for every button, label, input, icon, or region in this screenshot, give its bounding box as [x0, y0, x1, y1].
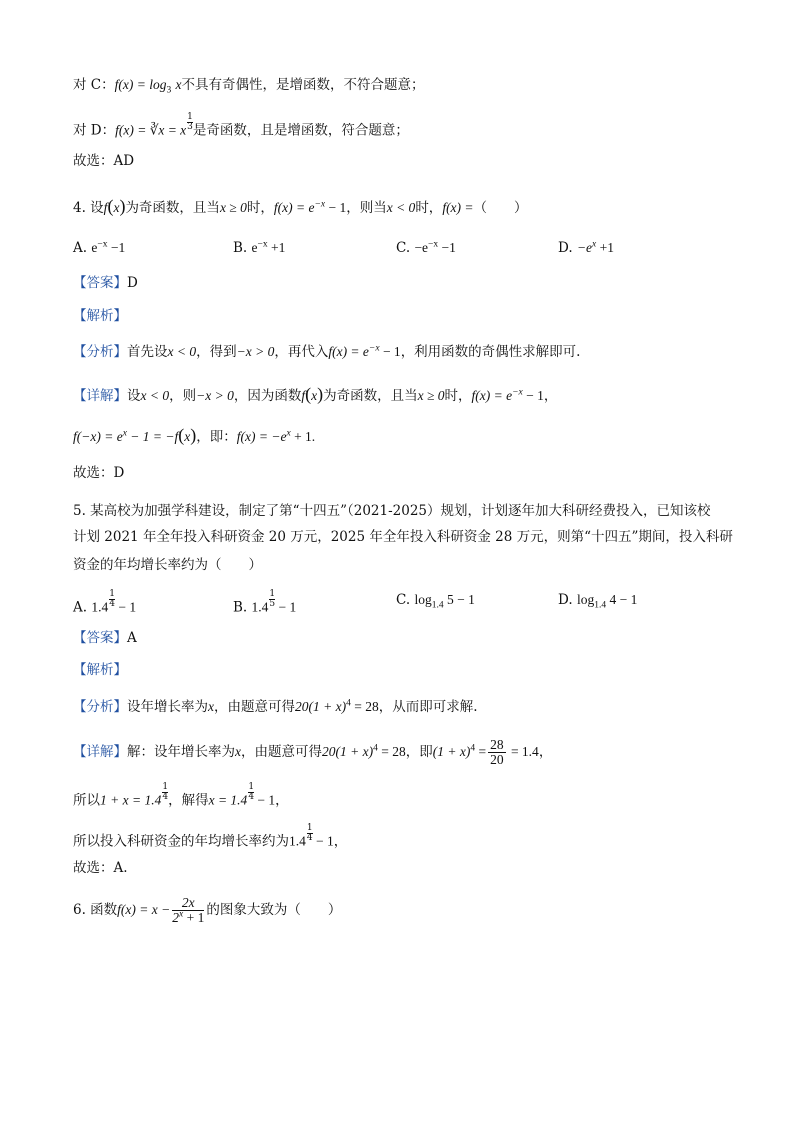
answer-tag: 【答案】 — [73, 630, 127, 646]
stem-text-d: 时， — [415, 200, 443, 216]
math: f(−x) = e — [73, 429, 123, 444]
stem-text-b: 时， — [246, 200, 274, 216]
jiexi-tag: 【解析】 — [73, 662, 127, 678]
q4-option-b[interactable] — [233, 238, 285, 258]
math-x: x — [208, 699, 214, 714]
q5-stem-2: 计划 2021 年全年投入科研资金 20 万元，2025 年全年投入科研资金 28 万元，则第“十四五”期间，投入科研 — [73, 529, 733, 545]
q5-so1 — [73, 783, 289, 811]
exp-den: 5 — [269, 599, 276, 609]
math-x: x — [235, 744, 241, 759]
fenxi-text: ，由题意可得 — [214, 699, 295, 715]
q5-choose: 故选：A. — [73, 860, 128, 876]
math: f(x) = e — [471, 388, 513, 403]
q4-fenxi — [73, 342, 580, 362]
math-exp: 4 — [373, 743, 378, 754]
answer-value: A — [127, 630, 137, 646]
detail-text: 设 — [127, 388, 141, 404]
math: f(x) = −e — [236, 429, 287, 444]
math-eq: = — [475, 744, 487, 759]
option-exp: −x — [257, 239, 268, 250]
math-res: = 1.4 — [507, 744, 539, 759]
math-x: x — [184, 429, 191, 444]
detail-text: ，即： — [196, 429, 237, 445]
q4-choose: 故选：D — [73, 465, 125, 481]
math-cuberoot: f(x) = ∛x = x — [115, 122, 187, 138]
exp-num: 1 — [306, 823, 313, 833]
detail-text: 为奇函数，且当 — [323, 388, 418, 404]
math: f(x) = e — [328, 344, 369, 359]
option-exp: −x — [97, 239, 108, 250]
fraction — [172, 896, 204, 925]
option-label: A. — [73, 599, 88, 616]
math: x = 1.4 — [208, 792, 248, 808]
exp-den: 3 — [187, 122, 193, 132]
option-label: B. — [233, 599, 248, 616]
option-sub: 1.4 — [594, 600, 607, 611]
option-base: 1.4 — [251, 599, 269, 615]
option-label: D. — [558, 592, 573, 608]
q4-answer — [73, 273, 138, 293]
detail-text: ，由题意可得 — [241, 744, 322, 760]
exp-num: 1 — [162, 782, 169, 792]
option-base: −e — [576, 240, 593, 255]
detail-text: ，因为函数 — [233, 388, 302, 404]
q4-detail: 【详解】设x < 0，则−x > 0，因为函数f(x)为奇函数，且当x ≥ 0时，$f(x) = e^{-x} - 1$， — [73, 384, 558, 404]
q5-jiexi — [73, 660, 127, 680]
detail-text: 时， — [444, 388, 472, 404]
math: 1 + x = 1.4 — [100, 792, 162, 808]
math-tail: − 1 — [325, 200, 347, 215]
q4-number: 4. 设 — [73, 200, 104, 216]
fenxi-text: 设年增长率为 — [127, 699, 208, 715]
math: f(x) = x − — [117, 902, 171, 917]
math-fx: f(x) = e — [273, 200, 315, 215]
q4-option-a[interactable] — [73, 238, 125, 258]
math-exp: 4 — [470, 743, 476, 754]
math-x: x — [113, 200, 120, 215]
math-tail: + 1. — [290, 429, 316, 444]
q4-option-c[interactable] — [396, 238, 456, 258]
text: 所以投入科研资金的年均增长率约为 — [73, 833, 289, 850]
q4-jiexi — [73, 306, 127, 326]
q5-fenxi — [73, 697, 478, 717]
choose-ad: 故选：AD — [73, 153, 135, 169]
math-f: f — [103, 200, 108, 215]
math-f: f — [301, 388, 306, 403]
math: 20(1 + x) — [295, 699, 347, 714]
math-exp: x — [122, 428, 127, 439]
q5-options — [73, 590, 723, 618]
math-cond2: x < 0 — [386, 200, 416, 215]
math-tail: − 1 — [379, 344, 401, 359]
math-exp: −x — [512, 387, 523, 398]
q4-options — [73, 238, 723, 260]
option-label: C. — [396, 240, 411, 256]
option-label: D. — [558, 240, 573, 256]
text: ， — [333, 833, 348, 850]
label-d: 对 D： — [73, 122, 116, 139]
jiexi-tag: 【解析】 — [73, 308, 127, 324]
log-base: 3 — [166, 85, 172, 96]
option-tail: +1 — [596, 240, 615, 255]
exp-num: 1 — [109, 589, 115, 599]
fenxi-text: ，得到 — [196, 344, 237, 360]
math: (1 + x) — [432, 744, 471, 759]
option-base: e — [251, 240, 258, 255]
q4-option-d[interactable] — [558, 238, 614, 258]
q4-stem: 4. 设f(x)为奇函数，且当x ≥ 0时，$f(x) = e^{-x} - 1$，则当x < 0时，f(x) =（ ） — [73, 196, 528, 216]
math: 20(1 + x) — [322, 744, 374, 759]
math-exp: −x — [314, 199, 326, 210]
option-base: −e — [414, 240, 429, 255]
conclusion-text: 是奇函数，且是增函数，符合题意； — [192, 122, 409, 139]
den-base: 2 — [172, 910, 179, 925]
q5-option-b[interactable] — [233, 590, 296, 618]
fenxi-text: ，从而即可求解. — [378, 699, 478, 715]
fenxi-tag: 【分析】 — [73, 699, 127, 715]
option-fn: log — [576, 592, 595, 607]
detail-tag: 【详解】 — [73, 388, 127, 404]
math-tail: − 1 — [312, 833, 334, 849]
fraction — [488, 738, 506, 767]
answer-tag: 【答案】 — [73, 275, 127, 291]
option-tail: +1 — [267, 240, 286, 255]
text: ， — [275, 792, 289, 809]
math: −x > 0 — [196, 388, 234, 403]
q5-option-d[interactable] — [558, 590, 637, 610]
math: x < 0 — [167, 344, 197, 359]
q6-number: 6. 函数 — [73, 902, 118, 918]
math-exp: −x — [368, 343, 380, 354]
frac-den — [172, 911, 204, 925]
exp-den: 4 — [162, 792, 169, 802]
answer-value: D — [127, 275, 138, 291]
math-tail: = 28 — [377, 744, 406, 759]
math-x: x — [311, 388, 318, 403]
option-tail: − 1 — [114, 599, 137, 615]
stem-text-c: ，则当 — [346, 200, 387, 216]
q5-answer — [73, 628, 137, 648]
exp-num: 1 — [187, 112, 193, 122]
stem-paren: （ ） — [473, 200, 528, 216]
option-base: 1.4 — [91, 599, 109, 615]
option-exp: x — [592, 239, 597, 250]
option-c-analysis — [73, 75, 425, 95]
math-exp: x — [286, 428, 291, 439]
math: 1.4 — [289, 833, 306, 849]
option-label: A. — [73, 240, 88, 256]
option-tail: −1 — [438, 240, 456, 255]
math-cond1: x ≥ 0 — [219, 200, 247, 215]
math-exp: 4 — [346, 698, 351, 709]
text: 所以 — [73, 792, 100, 809]
math: −x > 0 — [236, 344, 275, 359]
label-c: 对 C： — [73, 77, 115, 93]
q6-stem — [73, 894, 341, 926]
math: x ≥ 0 — [417, 388, 445, 403]
option-tail: −1 — [107, 240, 126, 255]
math-var: x — [175, 77, 182, 92]
detail-text: ， — [538, 744, 553, 760]
math: x < 0 — [140, 388, 170, 403]
q5-option-c[interactable] — [396, 590, 475, 610]
math-tail: = 28 — [350, 699, 379, 714]
frac-num: 2x — [172, 896, 204, 911]
math-log: f(x) = log — [114, 77, 167, 92]
q5-stem-1: 5. 某高校为加强学科建设，制定了第“十四五”（2021-2025）规划，计划逐年加大科研经费投入，已知该校 — [73, 503, 711, 519]
exp-num: 1 — [269, 589, 276, 599]
den-tail: + 1 — [183, 910, 205, 925]
frac-den: 20 — [490, 752, 504, 767]
math-tail: − 1 — [254, 792, 276, 808]
exp-den: 4 — [306, 833, 313, 843]
math-ask: f(x) = — [442, 200, 474, 215]
q5-option-a[interactable] — [73, 590, 136, 618]
detail-text: ，则 — [169, 388, 197, 404]
q5-so2 — [73, 824, 347, 852]
option-exp: −x — [428, 239, 439, 250]
option-d-analysis — [73, 113, 409, 141]
exp-den: 4 — [109, 599, 115, 609]
conclusion-text: 不具有奇偶性，是增函数，不符合题意； — [181, 77, 425, 93]
q6-text: 的图象大致为（ ） — [206, 902, 342, 918]
stem-text-a: 为奇函数，且当 — [125, 200, 220, 216]
fenxi-text: 首先设 — [127, 344, 168, 360]
frac-num: 28 — [490, 737, 504, 752]
option-base: e — [91, 240, 98, 255]
q5-detail — [73, 738, 552, 767]
fenxi-tag: 【分析】 — [73, 344, 127, 360]
exp-den: 4 — [248, 792, 255, 802]
math-tail: − 1 = −f — [126, 429, 179, 444]
option-label: C. — [396, 592, 411, 608]
detail-tag: 【详解】 — [73, 744, 127, 760]
q5-stem-3: 资金的年均增长率约为（ ） — [73, 557, 262, 573]
math-tail: − 1 — [522, 388, 544, 403]
option-tail: 4 − 1 — [606, 592, 638, 607]
detail-text: ，即 — [405, 744, 433, 760]
option-tail: − 1 — [275, 599, 297, 615]
fenxi-text: ，利用函数的奇偶性求解即可. — [400, 344, 581, 360]
detail-text: ， — [543, 388, 558, 404]
text: ，解得 — [168, 792, 209, 809]
fenxi-text: ，再代入 — [274, 344, 329, 360]
option-label: B. — [233, 240, 248, 256]
option-fn: log — [414, 592, 432, 607]
den-exp: x — [179, 909, 184, 920]
option-tail: 5 − 1 — [443, 592, 475, 607]
exp-num: 1 — [248, 782, 255, 792]
detail-text: 解：设年增长率为 — [127, 744, 235, 760]
q4-detail-2: $f(-x) = e^x - 1 = -f(x)$，即：$f(x) = -e^x + 1$. — [73, 425, 316, 445]
option-sub: 1.4 — [431, 600, 444, 611]
